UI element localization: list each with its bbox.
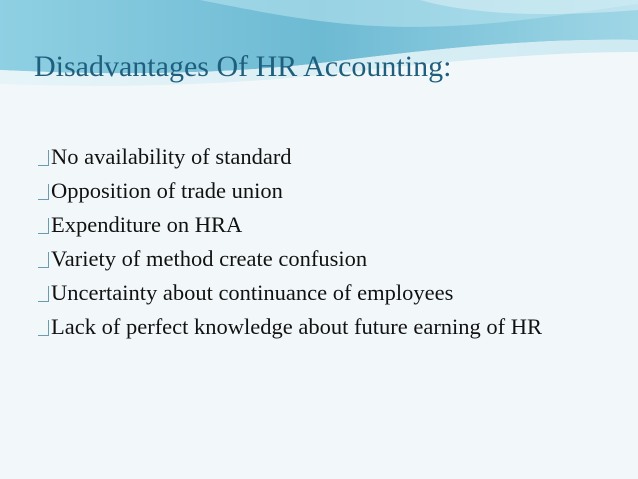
bullet-icon xyxy=(36,184,50,201)
bullet-text: Variety of method create confusion xyxy=(51,246,368,271)
list-item xyxy=(36,312,596,341)
bullet-icon xyxy=(36,150,50,167)
bullet-icon xyxy=(36,286,50,303)
bullet-text: Uncertainty about continuance of employees xyxy=(51,280,454,305)
bullet-text: No availability of standard xyxy=(51,144,292,169)
bullet-text: Expenditure on HRA xyxy=(51,212,243,237)
list-item xyxy=(36,244,596,273)
bullet-icon xyxy=(36,320,50,337)
list-item xyxy=(36,278,596,307)
bullet-list xyxy=(36,142,596,346)
bullet-text: Opposition of trade union xyxy=(51,178,283,203)
list-item xyxy=(36,176,596,205)
list-item xyxy=(36,210,596,239)
bullet-icon xyxy=(36,218,50,235)
bullet-text: Lack of perfect knowledge about future earning of HR xyxy=(51,314,543,339)
list-item xyxy=(36,142,596,171)
slide-title: Disadvantages Of HR Accounting: xyxy=(34,50,452,83)
bullet-icon xyxy=(36,252,50,269)
